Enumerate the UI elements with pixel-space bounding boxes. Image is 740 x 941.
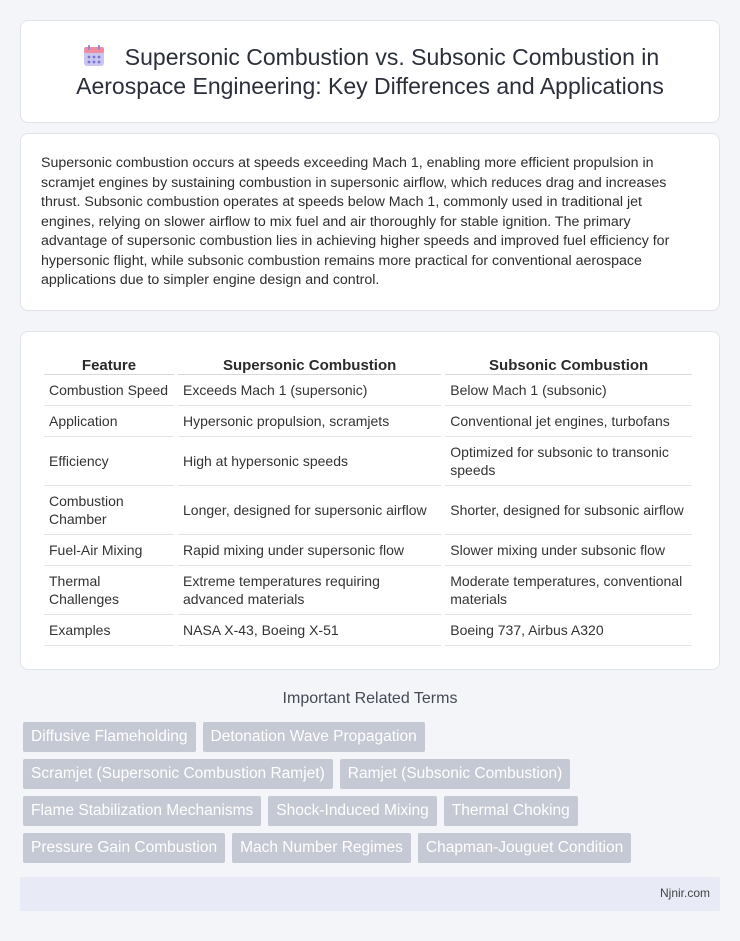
tag-ramjet[interactable]: Ramjet (Subsonic Combustion) xyxy=(340,759,571,789)
intro-card xyxy=(20,133,720,311)
table-header-row xyxy=(44,352,692,375)
table-cell-subsonic: Slower mixing under subsonic flow xyxy=(445,535,692,566)
table-cell-subsonic: Shorter, designed for subsonic airflow xyxy=(445,486,692,535)
title-card xyxy=(20,20,720,123)
table-cell-supersonic: High at hypersonic speeds xyxy=(178,437,441,486)
footer xyxy=(20,877,720,911)
table-cell-subsonic: Conventional jet engines, turbofans xyxy=(445,406,692,437)
table-cell-subsonic: Boeing 737, Airbus A320 xyxy=(445,615,692,646)
tag-shock-induced-mixing[interactable]: Shock-Induced Mixing xyxy=(268,796,437,826)
table-cell-subsonic: Optimized for subsonic to transonic speeds xyxy=(445,437,692,486)
table-row xyxy=(44,437,692,486)
tag-row xyxy=(23,833,713,863)
table-row xyxy=(44,486,692,535)
table-cell-feature: Combustion Speed xyxy=(44,375,174,406)
tag-diffusive-flameholding[interactable]: Diffusive Flameholding xyxy=(23,722,196,752)
tag-chapman-jouguet[interactable]: Chapman-Jouguet Condition xyxy=(418,833,631,863)
tag-row xyxy=(23,796,713,826)
table-row xyxy=(44,566,692,615)
related-terms-heading: Important Related Terms xyxy=(282,690,458,707)
comparison-card xyxy=(20,331,720,670)
table-row xyxy=(44,615,692,646)
tag-row xyxy=(23,759,713,789)
table-cell-feature: Combustion Chamber xyxy=(44,486,174,535)
related-terms-tags xyxy=(23,722,713,870)
table-cell-feature: Application xyxy=(44,406,174,437)
tag-scramjet[interactable]: Scramjet (Supersonic Combustion Ramjet) xyxy=(23,759,333,789)
table-cell-supersonic: Hypersonic propulsion, scramjets xyxy=(178,406,441,437)
table-cell-supersonic: NASA X-43, Boeing X-51 xyxy=(178,615,441,646)
table-cell-supersonic: Extreme temperatures requiring advanced materials xyxy=(178,566,441,615)
table-row xyxy=(44,375,692,406)
table-cell-feature: Examples xyxy=(44,615,174,646)
comparison-table xyxy=(40,352,696,646)
tag-pressure-gain-combustion[interactable]: Pressure Gain Combustion xyxy=(23,833,225,863)
table-cell-subsonic: Below Mach 1 (subsonic) xyxy=(445,375,692,406)
calendar-icon xyxy=(81,43,107,69)
tag-thermal-choking[interactable]: Thermal Choking xyxy=(444,796,578,826)
table-cell-supersonic: Longer, designed for supersonic airflow xyxy=(178,486,441,535)
tag-detonation-wave-propagation[interactable]: Detonation Wave Propagation xyxy=(203,722,425,752)
table-row xyxy=(44,406,692,437)
table-cell-supersonic: Exceeds Mach 1 (supersonic) xyxy=(178,375,441,406)
tag-row xyxy=(23,722,713,752)
table-cell-feature: Efficiency xyxy=(44,437,174,486)
page-title xyxy=(51,43,689,101)
header-feature: Feature xyxy=(44,352,174,375)
table-cell-supersonic: Rapid mixing under supersonic flow xyxy=(178,535,441,566)
table-cell-subsonic: Moderate temperatures, conventional materials xyxy=(445,566,692,615)
table-cell-feature: Fuel-Air Mixing xyxy=(44,535,174,566)
table-cell-feature: Thermal Challenges xyxy=(44,566,174,615)
tag-mach-number-regimes[interactable]: Mach Number Regimes xyxy=(232,833,411,863)
intro-paragraph: Supersonic combustion occurs at speeds exceeding Mach 1, enabling more efficient propulsion in scramjet engines by sustaining combustion in supersonic airflow, which reduces drag and increases thrust. Subsonic combustion operates at speeds below Mach 1, commonly used in traditional jet engines, relying on slower airflow to mix fuel and air thoroughly for stable ignition. The primary advantage of supersonic combustion lies in achieving higher speeds and improved fuel efficiency for hypersonic flight, while subsonic combustion remains more practical for conventional aerospace applications due to simpler engine design and control. xyxy=(41,155,670,288)
header-subsonic: Subsonic Combustion xyxy=(445,352,692,375)
tag-flame-stabilization[interactable]: Flame Stabilization Mechanisms xyxy=(23,796,261,826)
page-title-text: Supersonic Combustion vs. Subsonic Combustion in Aerospace Engineering: Key Differences and Applications xyxy=(76,43,664,99)
header-supersonic: Supersonic Combustion xyxy=(178,352,441,375)
table-row xyxy=(44,535,692,566)
footer-site-name[interactable]: Njnir.com xyxy=(659,886,710,900)
